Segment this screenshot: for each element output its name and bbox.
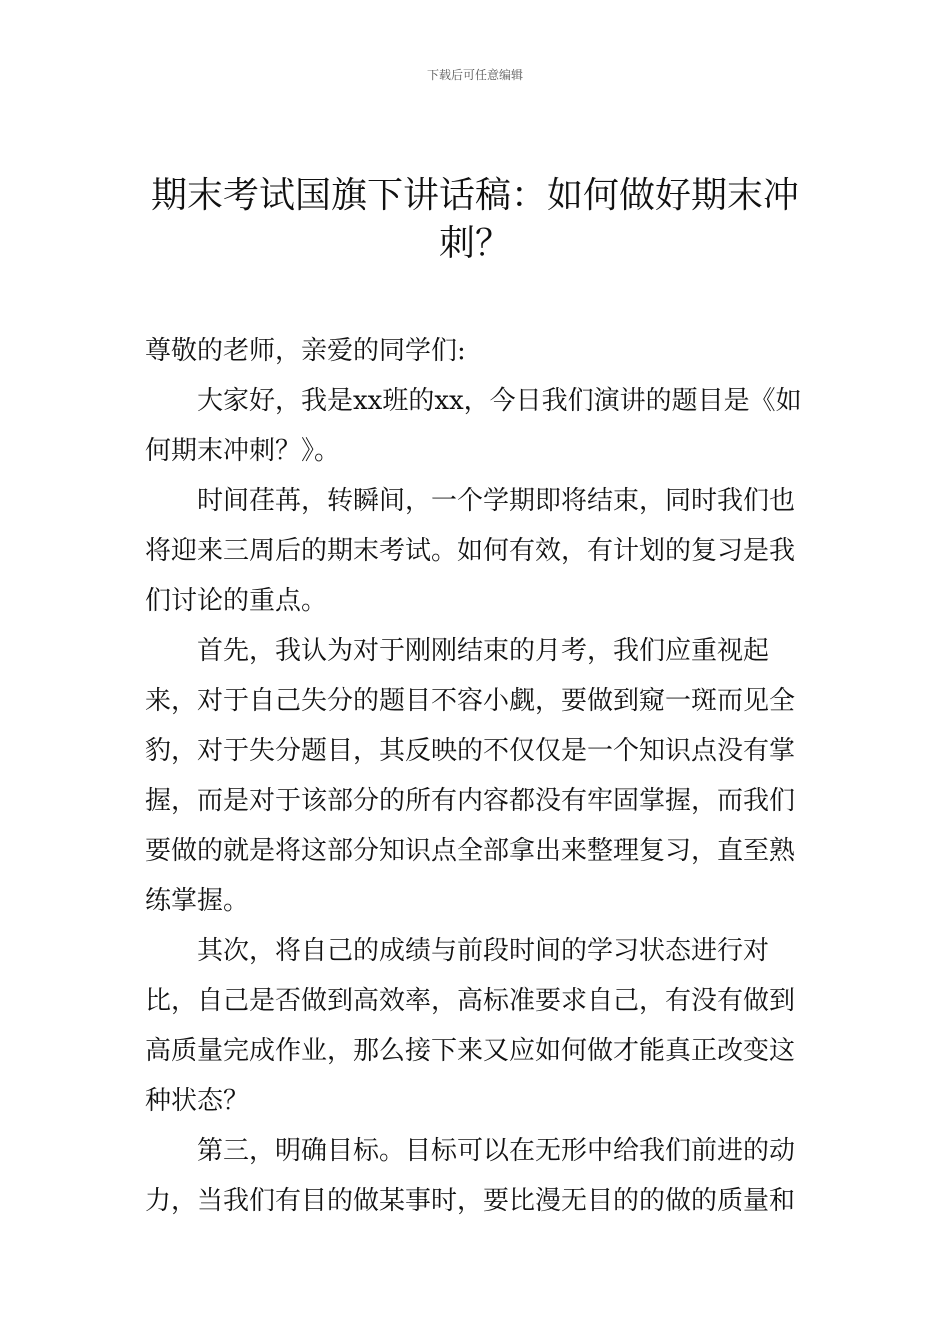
paragraph-third: 第三，明确目标。目标可以在无形中给我们前进的动力，当我们有目的做某事时，要比漫无目的的做的质量和 — [145, 1136, 796, 1216]
document-title: 期末考试国旗下讲话稿：如何做好期末冲刺？ — [150, 175, 799, 264]
document-body — [145, 326, 815, 1226]
paragraph-second: 其次，将自己的成绩与前段时间的学习状态进行对比，自己是否做到高效率，高标准要求自己，有没有做到高质量完成作业，那么接下来又应如何做才能真正改变这种状态？ — [145, 936, 796, 1116]
header-note: 下载后可任意编辑 — [426, 68, 523, 82]
paragraph-greeting: 大家好，我是xx班的xx，今日我们演讲的题目是《如何期末冲刺？》。 — [145, 386, 802, 466]
salutation: 尊敬的老师，亲爱的同学们: — [145, 336, 466, 366]
paragraph-intro: 时间荏苒，转瞬间，一个学期即将结束，同时我们也将迎来三周后的期末考试。如何有效，有计划的复习是我们讨论的重点。 — [145, 486, 796, 616]
paragraph-first: 首先，我认为对于刚刚结束的月考，我们应重视起来，对于自己失分的题目不容小觑，要做到窥一斑而见全豹，对于失分题目，其反映的不仅仅是一个知识点没有掌握，而是对于该部分的所有内容都没有牢固掌握，而我们要做的就是将这部分知识点全部拿出来整理复习，直至熟练掌握。 — [145, 636, 796, 916]
